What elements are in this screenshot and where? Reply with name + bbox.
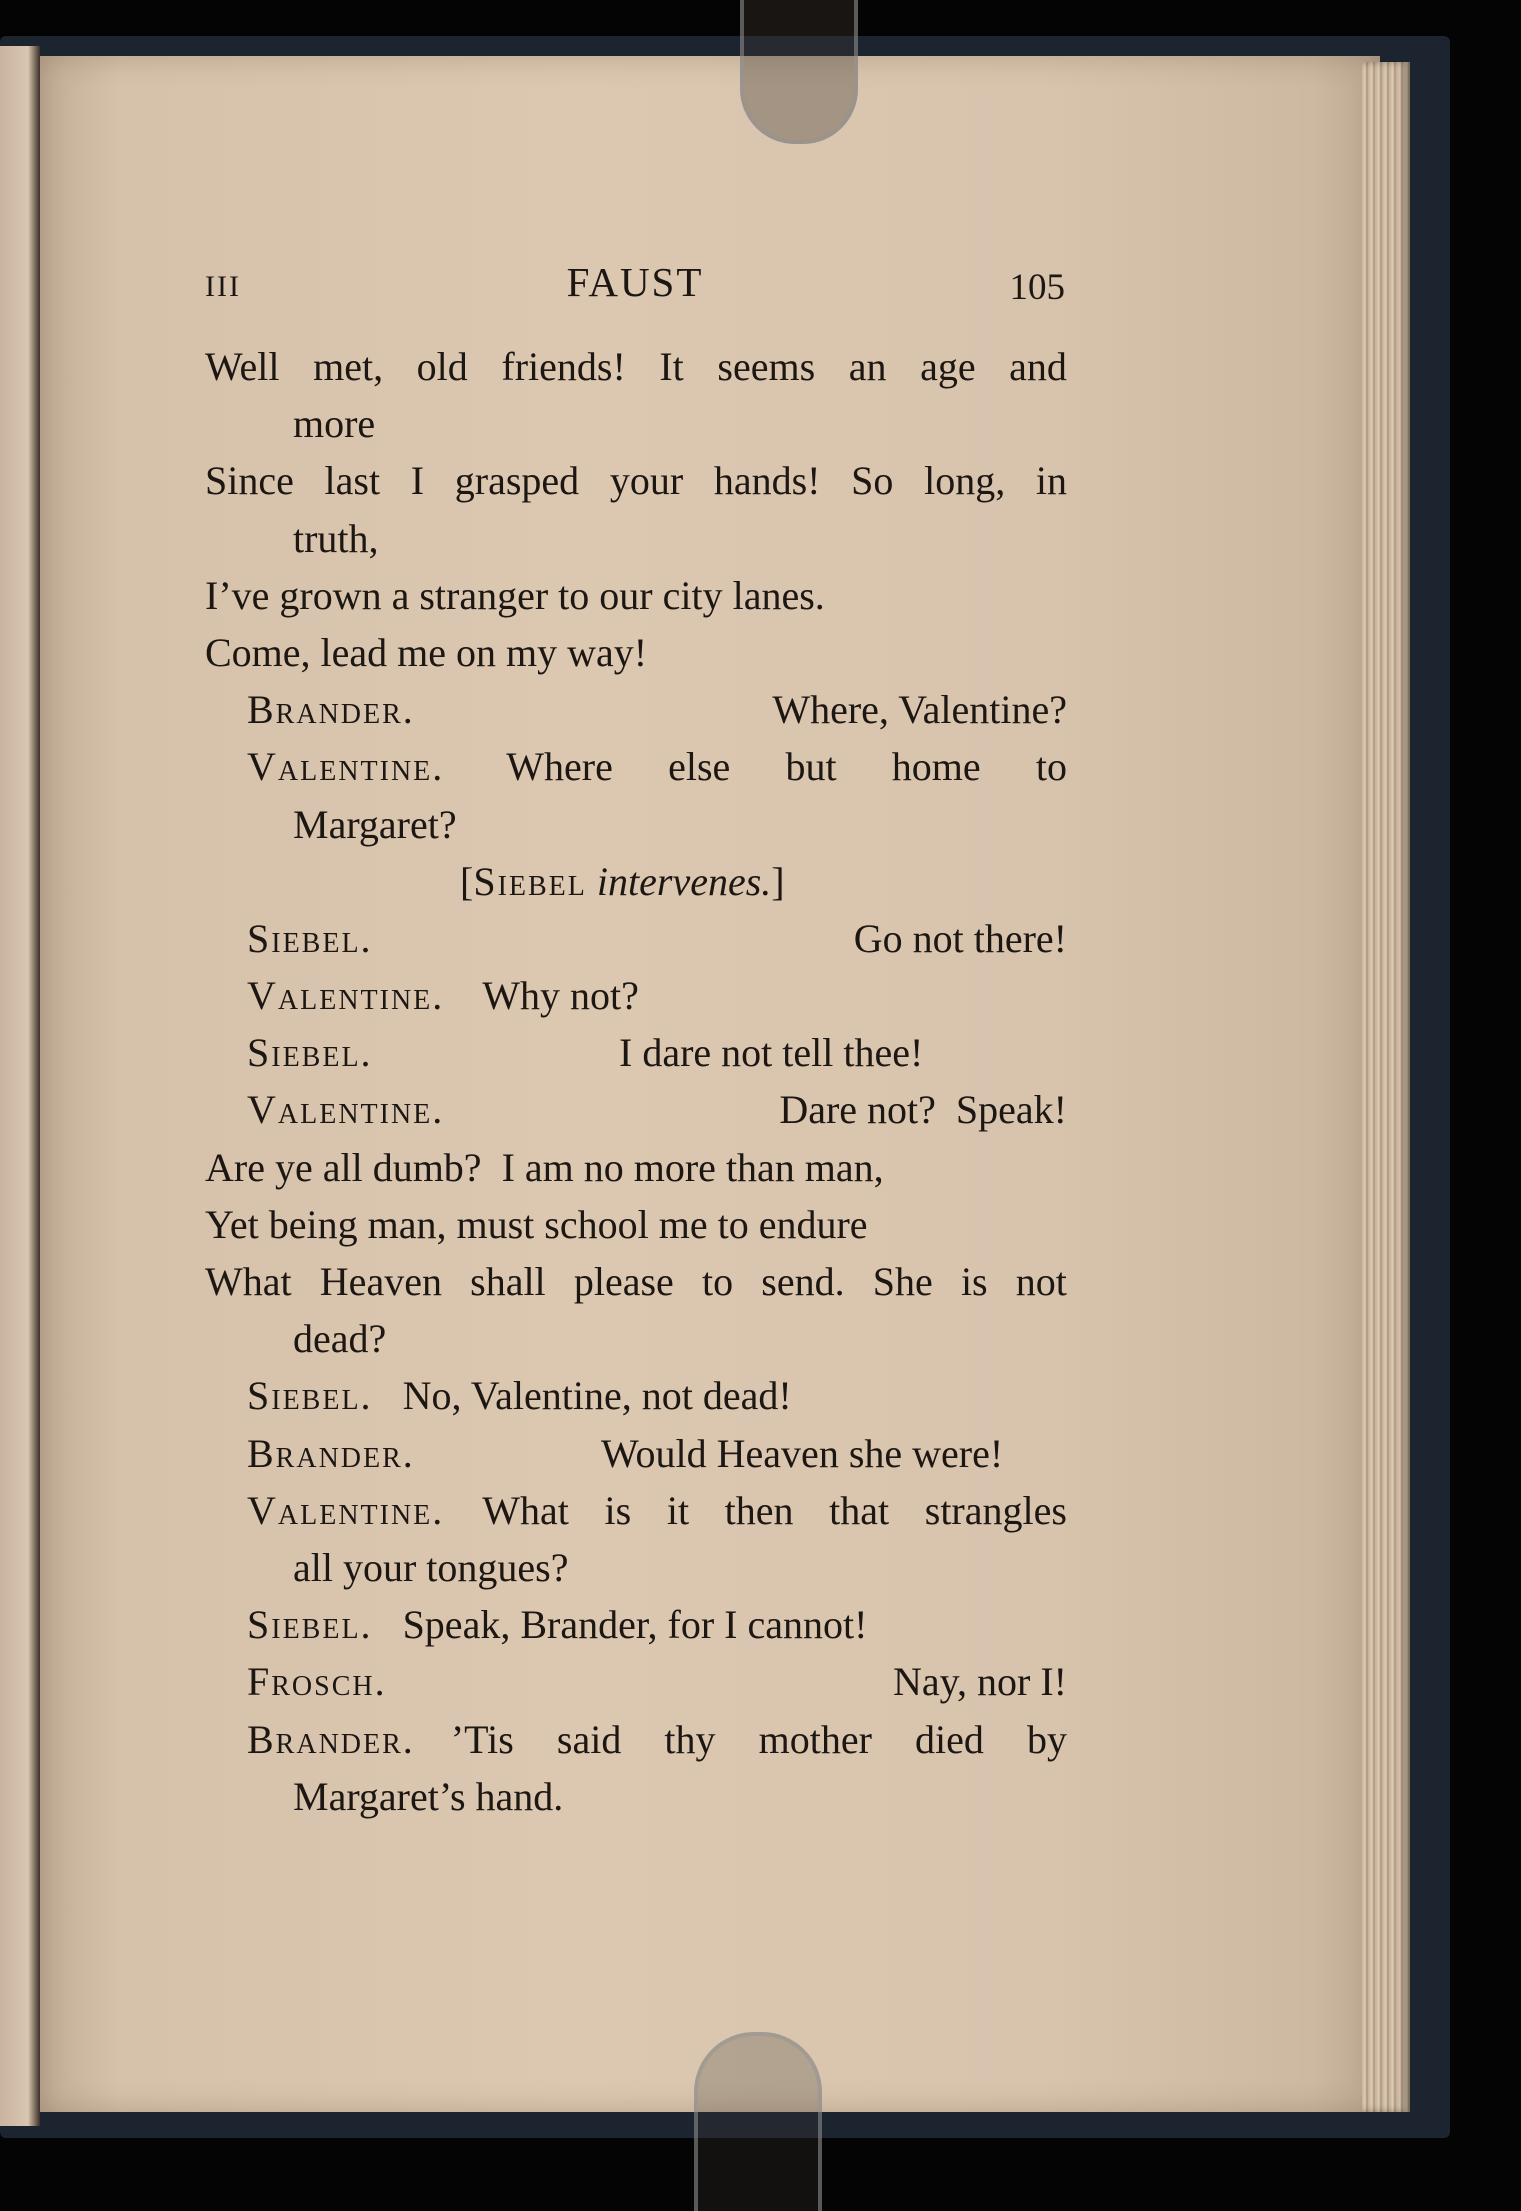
verse-line-continuation: Margaret?: [293, 801, 457, 847]
verse-line-continuation: all your tongues?: [293, 1544, 569, 1590]
dialogue-line: [205, 1596, 1067, 1653]
word: else: [668, 744, 731, 790]
verse-line: [205, 1253, 1067, 1310]
page-fore-edge: [1362, 62, 1410, 2112]
word: mother: [758, 1716, 872, 1762]
speech: Why not?: [482, 973, 639, 1019]
word: then: [724, 1487, 794, 1533]
dialogue-line: [205, 1653, 1067, 1710]
word: So: [851, 458, 894, 504]
verse-line: Yet being man, must school me to endure: [205, 1201, 868, 1247]
word: to: [1035, 744, 1067, 790]
act-number: III: [205, 270, 241, 303]
speech: [482, 1482, 1067, 1539]
word: age: [920, 344, 976, 389]
speech: Go not there!: [853, 915, 1067, 961]
dialogue-line: [205, 1482, 1067, 1539]
verse-line-continuation: Margaret’s hand.: [293, 1773, 564, 1819]
word: Where: [506, 744, 613, 790]
speaker-name: Valentine.: [247, 1487, 445, 1533]
word: it: [666, 1487, 690, 1533]
word: an: [848, 344, 887, 389]
dialogue-line: [205, 1024, 1067, 1081]
word: please: [573, 1259, 674, 1304]
word: long,: [924, 458, 1006, 504]
speech: Dare not? Speak!: [779, 1087, 1067, 1133]
word: your: [609, 458, 684, 504]
verse-line: I’ve grown a stranger to our city lanes.: [205, 572, 825, 618]
speaker-name: Brander.: [247, 1716, 415, 1762]
word: not: [1015, 1259, 1067, 1304]
speaker-name: Siebel.: [247, 1602, 373, 1648]
dialogue-line: [205, 1425, 1067, 1482]
speech: [506, 738, 1067, 795]
word: hands!: [713, 458, 821, 504]
speaker-name: Frosch.: [247, 1659, 387, 1705]
bracket: ]: [771, 858, 785, 904]
word: in: [1035, 458, 1067, 504]
verse-line-continuation: dead?: [293, 1316, 387, 1362]
speaker-name: Siebel.: [247, 1030, 373, 1076]
speaker-name: Brander.: [247, 687, 415, 733]
word: met,: [313, 344, 384, 389]
speech: Nay, nor I!: [892, 1659, 1067, 1705]
word: old: [416, 344, 468, 389]
speech: No, Valentine, not dead!: [402, 1373, 792, 1419]
facing-page-edge: [0, 46, 40, 2126]
running-head: [205, 258, 1065, 308]
word: is: [960, 1259, 988, 1304]
dialogue-line: [205, 910, 1067, 967]
word: friends!: [501, 344, 626, 389]
word: said: [556, 1716, 622, 1762]
word: I: [410, 458, 425, 504]
word: send.: [761, 1259, 845, 1304]
word: grasped: [454, 458, 580, 504]
stage-direction: [205, 853, 1067, 910]
speech: Where, Valentine?: [772, 687, 1067, 733]
word: and: [1009, 344, 1067, 389]
word: to: [701, 1259, 734, 1304]
verse-line: Are ye all dumb? I am no more than man,: [205, 1144, 884, 1190]
ribbon-clip-top: [740, 0, 858, 144]
word: Heaven: [319, 1259, 442, 1304]
word: It: [659, 344, 684, 389]
word: died: [915, 1716, 984, 1762]
word: home: [891, 744, 981, 790]
dialogue-line: [205, 1081, 1067, 1138]
word: last: [324, 458, 381, 504]
verse-line: Come, lead me on my way!: [205, 629, 648, 675]
dialogue-line: [205, 967, 1067, 1024]
dialogue-line: [205, 1367, 1067, 1424]
page-text: [205, 338, 1067, 1825]
verse-line: [205, 338, 1067, 395]
book-title: FAUST: [566, 259, 704, 305]
word: What: [205, 1259, 292, 1304]
word: thy: [664, 1716, 716, 1762]
word: ’Tis: [450, 1716, 514, 1762]
word: that: [829, 1487, 890, 1533]
word: What: [482, 1487, 569, 1533]
word: by: [1026, 1716, 1067, 1762]
word: is: [604, 1487, 632, 1533]
dialogue-line: [205, 1711, 1067, 1768]
word: shall: [470, 1259, 546, 1304]
speech: Speak, Brander, for I cannot!: [402, 1602, 868, 1648]
verse-line-continuation: more: [293, 401, 376, 447]
word: Well: [205, 344, 280, 389]
word: Since: [205, 458, 294, 504]
bracket: [: [460, 858, 474, 904]
stage-action: intervenes.: [596, 858, 772, 904]
word: strangles: [924, 1487, 1067, 1533]
verse-line-continuation: truth,: [293, 515, 379, 561]
speech: [451, 1711, 1067, 1768]
word: She: [872, 1259, 933, 1304]
dialogue-line: [205, 738, 1067, 795]
speaker-name: Valentine.: [247, 744, 445, 790]
speaker-name: Siebel.: [247, 915, 373, 961]
speaker-name: Siebel.: [247, 1373, 373, 1419]
dialogue-line: [205, 681, 1067, 738]
verse-line: [205, 452, 1067, 509]
speaker-name: Valentine.: [247, 973, 445, 1019]
character-name: Siebel: [473, 858, 587, 904]
speaker-name: Brander.: [247, 1430, 415, 1476]
word: seems: [717, 344, 816, 389]
speech: I dare not tell thee!: [619, 1030, 924, 1076]
word: but: [785, 744, 837, 790]
ribbon-clip-bottom: [694, 2032, 822, 2211]
page-number: 105: [1009, 267, 1065, 308]
speaker-name: Valentine.: [247, 1087, 445, 1133]
speech: Would Heaven she were!: [601, 1430, 1004, 1476]
